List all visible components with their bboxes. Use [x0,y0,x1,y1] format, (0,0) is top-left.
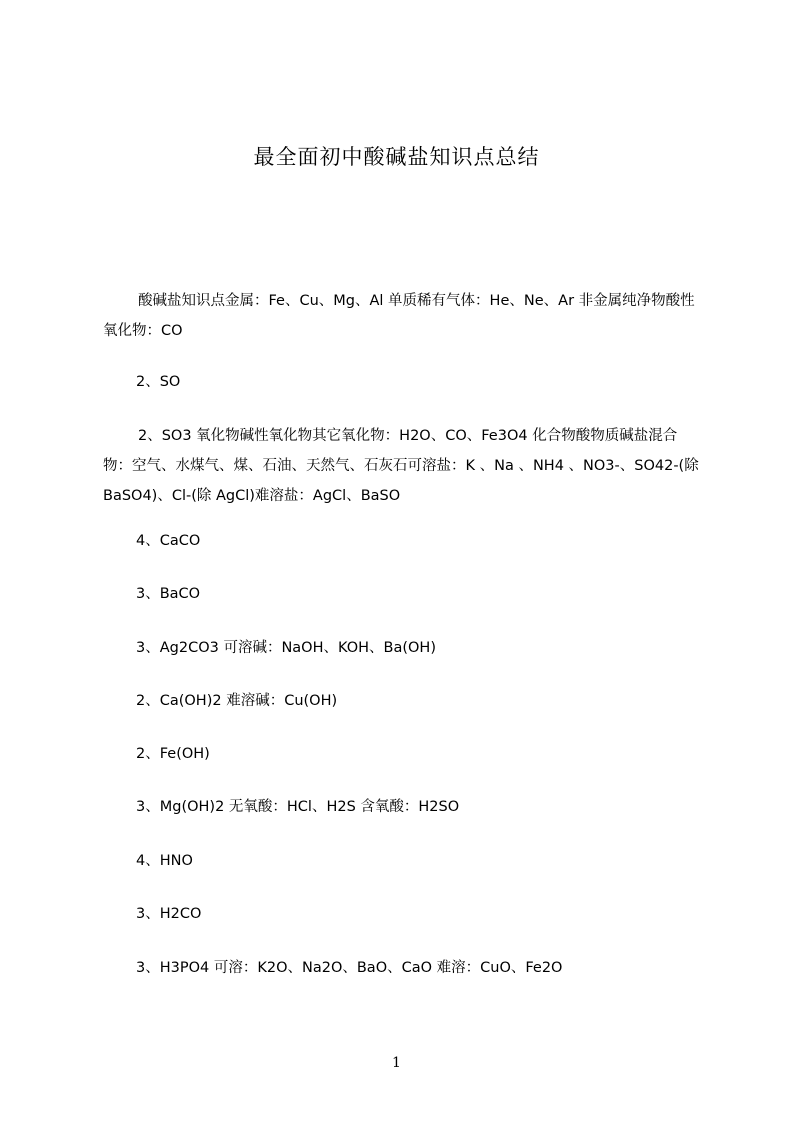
paragraph-block: 2、SO3 氧化物碱性氧化物其它氧化物：H2O、CO、Fe3O4 化合物酸物质碱盐混合物：空气、水煤气、煤、石油、天然气、石灰石可溶盐：K 、Na 、NH4 、NO3-、SO42-(除 BaSO4)、Cl-(除 AgCl)难溶盐：AgCl、BaSO [103,428,699,504]
paragraph-line: 3、H3PO4 可溶：K2O、Na2O、BaO、CaO 难溶：CuO、Fe2O [136,960,563,976]
paragraph-line: 3、BaCO [136,586,201,602]
paragraph-line: 3、H2CO [136,906,202,922]
paragraph-line: 2、SO [136,374,181,390]
paragraph-line: 3、Ag2CO3 可溶碱：NaOH、KOH、Ba(OH) [136,640,436,656]
page-title: 最全面初中酸碱盐知识点总结 [253,145,540,169]
paragraph-intro: 酸碱盐知识点金属：Fe、Cu、Mg、Al 单质稀有气体：He、Ne、Ar 非金属纯净物酸性氧化物：CO [103,293,695,339]
paragraph-line: 4、HNO [136,853,193,869]
page-number: 1 [392,1055,401,1071]
paragraph-line: 4、CaCO [136,533,201,549]
paragraph-line: 3、Mg(OH)2 无氧酸：HCl、H2S 含氧酸：H2SO [136,799,460,815]
paragraph-line: 2、Fe(OH) [136,746,210,762]
paragraph-line: 2、Ca(OH)2 难溶碱：Cu(OH) [136,693,338,709]
